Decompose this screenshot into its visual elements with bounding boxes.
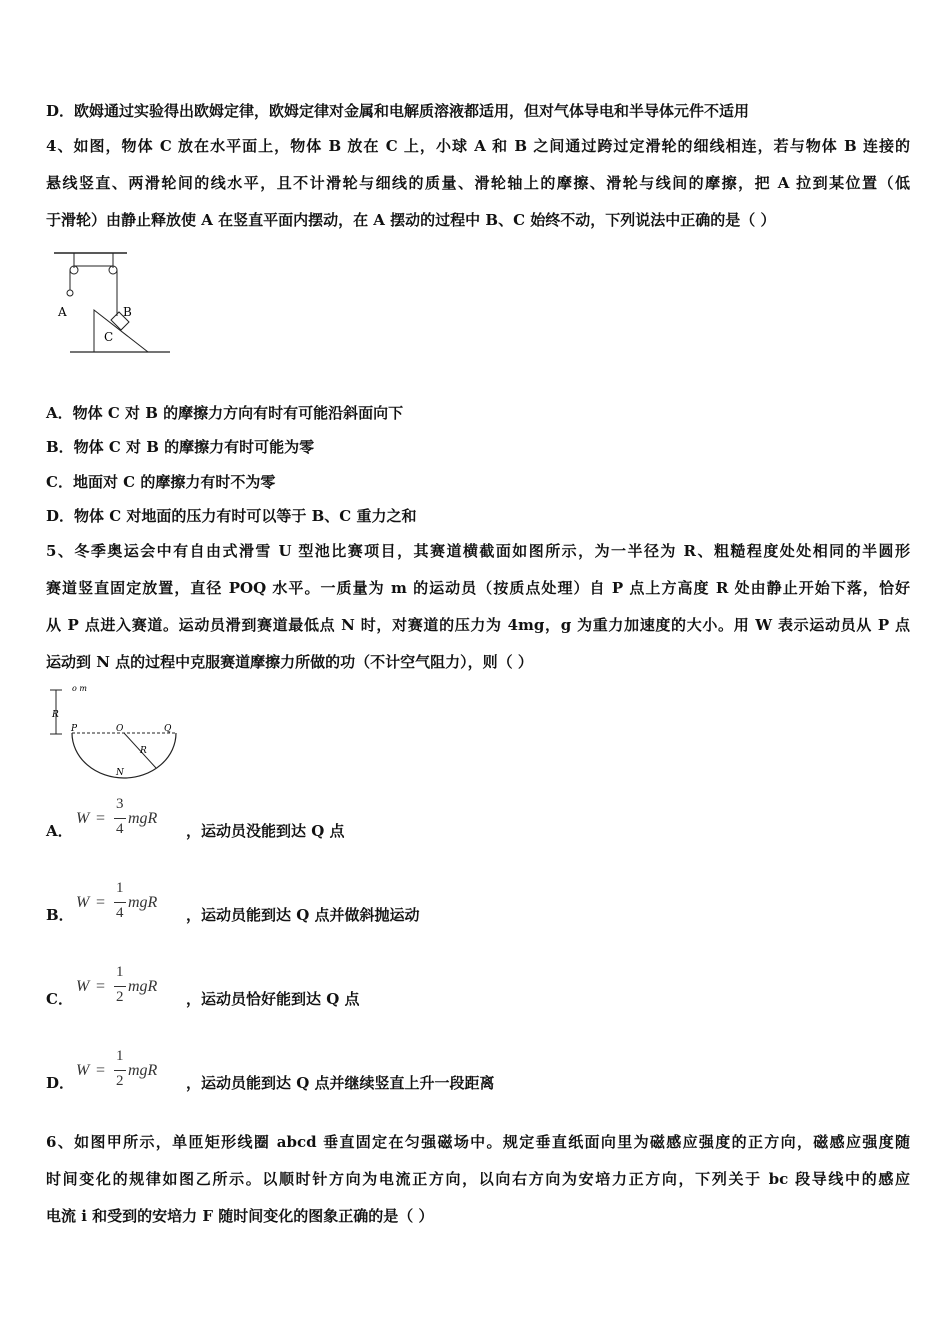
q4-option-c: C．地面对 C 的摩擦力有时不为零: [46, 473, 276, 491]
ball-a-icon: [67, 290, 73, 296]
label-n: N: [116, 768, 124, 778]
wedge-c-icon: [94, 310, 148, 352]
q5-stem-line1: 5、冬季奥运会中有自由式滑雪 U 型池比赛项目，其赛道横截面如图所示，为一半径为 R、粗糙程度处处相同的半圆形: [46, 542, 910, 560]
fraction-numerator: 1: [116, 1048, 124, 1064]
label-r-radius: R: [140, 746, 147, 756]
formula-w: W: [76, 1062, 90, 1079]
q5-option-d: [46, 1048, 910, 1098]
q4-stem-line2: 悬线竖直、两滑轮间的线水平，且不计滑轮与细线的质量、滑轮轴上的摩擦、滑轮与线间的摩擦，把 A 拉到某位置（低: [46, 174, 910, 192]
formula-w: W: [76, 810, 90, 827]
option-letter: D．: [46, 1074, 75, 1092]
q4-option-b: B．物体 C 对 B 的摩擦力有时可能为零: [46, 438, 315, 456]
label-m: o m: [72, 684, 87, 693]
formula-mgr: mgR: [128, 978, 158, 995]
q4-option-d: D．物体 C 对地面的压力有时可以等于 B、C 重力之和: [46, 507, 417, 525]
label-r-height: R: [52, 710, 59, 720]
formula-w: W: [76, 978, 90, 995]
option-text: ，运动员没能到达 Q 点: [186, 822, 345, 840]
q3-option-d: D．欧姆通过实验得出欧姆定律，欧姆定律对金属和电解质溶液都适用，但对气体导电和半导体元件不适用: [46, 102, 750, 120]
fraction-bar: [114, 902, 126, 903]
formula-eq: =: [96, 1062, 106, 1079]
label-o: O: [116, 724, 124, 734]
formula-eq: =: [96, 810, 106, 827]
q4-stem-line1: 4、如图，物体 C 放在水平面上，物体 B 放在 C 上，小球 A 和 B 之间通过跨过定滑轮的细线相连，若与物体 B 连接的: [46, 137, 910, 155]
q5-option-b: [46, 880, 910, 930]
label-a: A: [58, 305, 67, 319]
halfpipe-arc: [72, 733, 176, 778]
fraction-numerator: 1: [116, 880, 124, 896]
formula-mgr: mgR: [128, 894, 158, 911]
fraction-bar: [114, 986, 126, 987]
fraction-bar: [114, 818, 126, 819]
q4-stem-line3: 于滑轮）由静止释放使 A 在竖直平面内摆动，在 A 摆动的过程中 B、C 始终不动，下列说法中正确的是（ ）: [46, 211, 776, 229]
q5-halfpipe-figure: [44, 681, 184, 781]
label-b: B: [123, 305, 132, 319]
q4-pulley-figure: [52, 248, 177, 358]
q4-option-a: A．物体 C 对 B 的摩擦力方向有时有可能沿斜面向下: [46, 404, 404, 422]
q5-stem-line4: 运动到 N 点的过程中克服赛道摩擦力所做的功（不计空气阻力），则（ ）: [46, 653, 533, 671]
fraction-bar: [114, 1070, 126, 1071]
option-text: ，运动员恰好能到达 Q 点: [186, 990, 360, 1008]
fraction-numerator: 1: [116, 964, 124, 980]
option-letter: C．: [46, 990, 73, 1008]
q6-stem-line2: 时间变化的规律如图乙所示。以顺时针方向为电流正方向，以向右方向为安培力正方向，下列关于 bc 段导线中的感应: [46, 1170, 910, 1188]
formula-w: W: [76, 894, 90, 911]
q6-stem-line1: 6、如图甲所示，单匝矩形线圈 abcd 垂直固定在匀强磁场中。规定垂直纸面向里为磁感应强度的正方向，磁感应强度随: [46, 1133, 910, 1151]
option-letter: B．: [46, 906, 74, 924]
fraction-numerator: 3: [116, 796, 124, 812]
fraction-denominator: 2: [116, 989, 124, 1005]
label-q: Q: [164, 724, 172, 734]
formula-mgr: mgR: [128, 810, 158, 827]
q5-stem-line3: 从 P 点进入赛道。运动员滑到赛道最低点 N 时，对赛道的压力为 4mg，g 为重力加速度的大小。用 W 表示运动员从 P 点: [46, 616, 910, 634]
option-text: ，运动员能到达 Q 点并做斜抛运动: [186, 906, 420, 924]
fraction-denominator: 4: [116, 821, 124, 837]
q5-stem-line2: 赛道竖直固定放置，直径 POQ 水平。一质量为 m 的运动员（按质点处理）自 P 点上方高度 R 处由静止开始下落，恰好: [46, 579, 910, 597]
formula-mgr: mgR: [128, 1062, 158, 1079]
formula-eq: =: [96, 978, 106, 995]
q5-option-c: [46, 964, 910, 1014]
q6-stem-line3: 电流 i 和受到的安培力 F 随时间变化的图象正确的是（ ）: [46, 1207, 434, 1225]
option-letter: A．: [46, 822, 73, 840]
fraction-denominator: 4: [116, 905, 124, 921]
formula-eq: =: [96, 894, 106, 911]
fraction-denominator: 2: [116, 1073, 124, 1089]
label-p: P: [71, 724, 78, 734]
label-c: C: [104, 330, 114, 344]
option-text: ，运动员能到达 Q 点并继续竖直上升一段距离: [186, 1074, 495, 1092]
q5-option-a: [46, 796, 910, 846]
